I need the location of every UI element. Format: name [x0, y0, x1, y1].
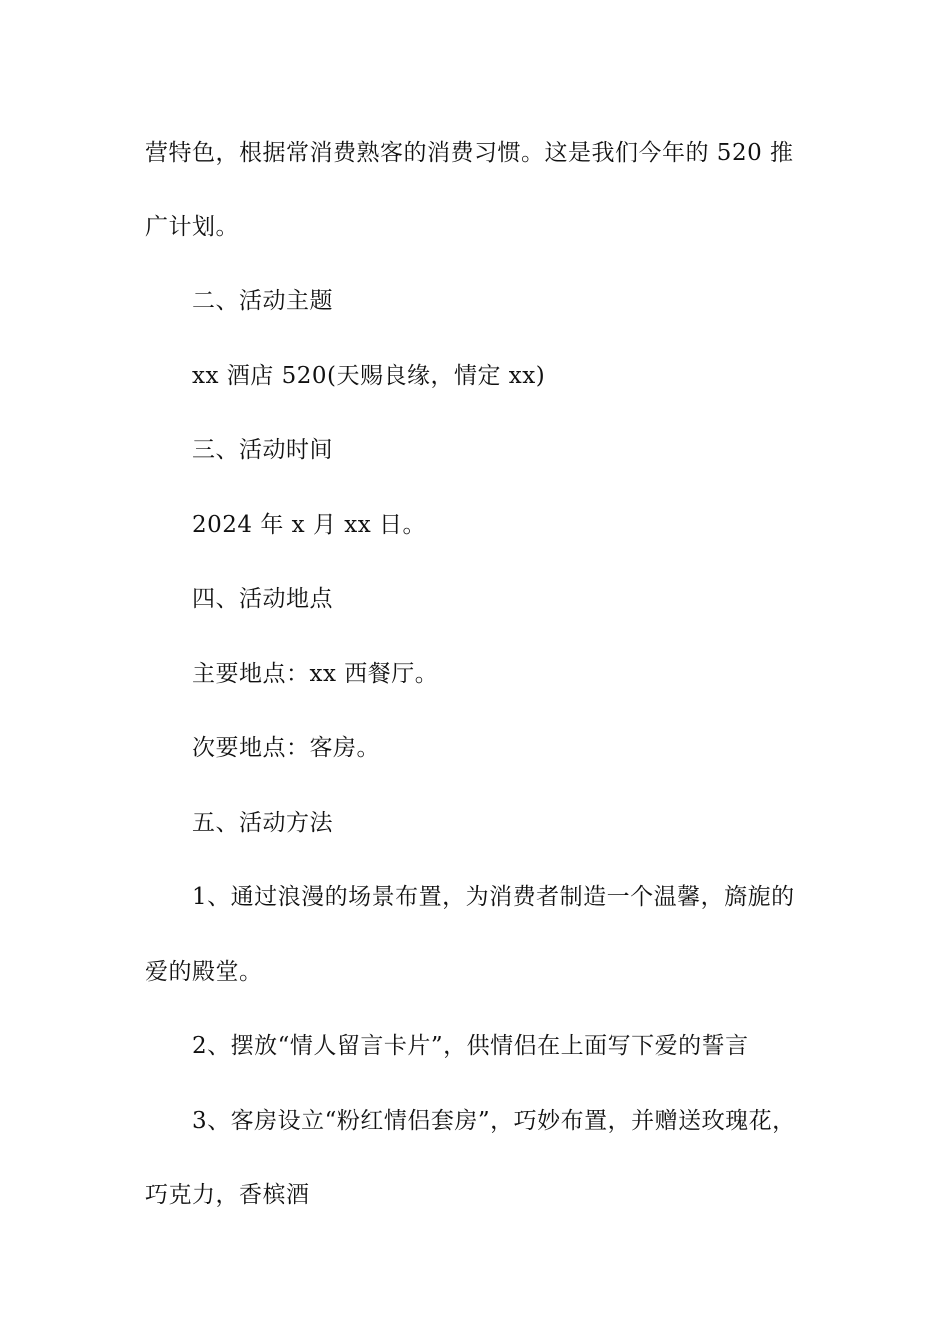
method-item-3: 3、客房设立“粉红情侣套房”，巧妙布置，并赠送玫瑰花， — [192, 1108, 796, 1134]
time-text: 2024 年 x 月 xx 日。 — [192, 512, 427, 538]
paragraph-continuation-line: 营特色，根据常消费熟客的消费习惯。这是我们今年的 520 推 — [145, 140, 794, 166]
section-heading-method: 五、活动方法 — [192, 810, 333, 836]
theme-text: xx 酒店 520(天赐良缘，情定 xx) — [192, 363, 546, 389]
method-item-1: 1、通过浪漫的场景布置，为消费者制造一个温馨，旖旎的 — [192, 884, 795, 910]
method-item-2: 2、摆放“情人留言卡片”，供情侣在上面写下爱的誓言 — [192, 1033, 749, 1059]
section-heading-theme: 二、活动主题 — [192, 288, 333, 314]
secondary-location-text: 次要地点：客房。 — [192, 735, 380, 761]
paragraph-continuation-line: 广计划。 — [145, 214, 239, 240]
section-heading-time: 三、活动时间 — [192, 437, 333, 463]
section-heading-location: 四、活动地点 — [192, 586, 333, 612]
main-location-text: 主要地点：xx 西餐厅。 — [192, 661, 439, 687]
method-item-3-continuation: 巧克力，香槟酒 — [145, 1182, 310, 1208]
method-item-1-continuation: 爱的殿堂。 — [145, 959, 263, 985]
